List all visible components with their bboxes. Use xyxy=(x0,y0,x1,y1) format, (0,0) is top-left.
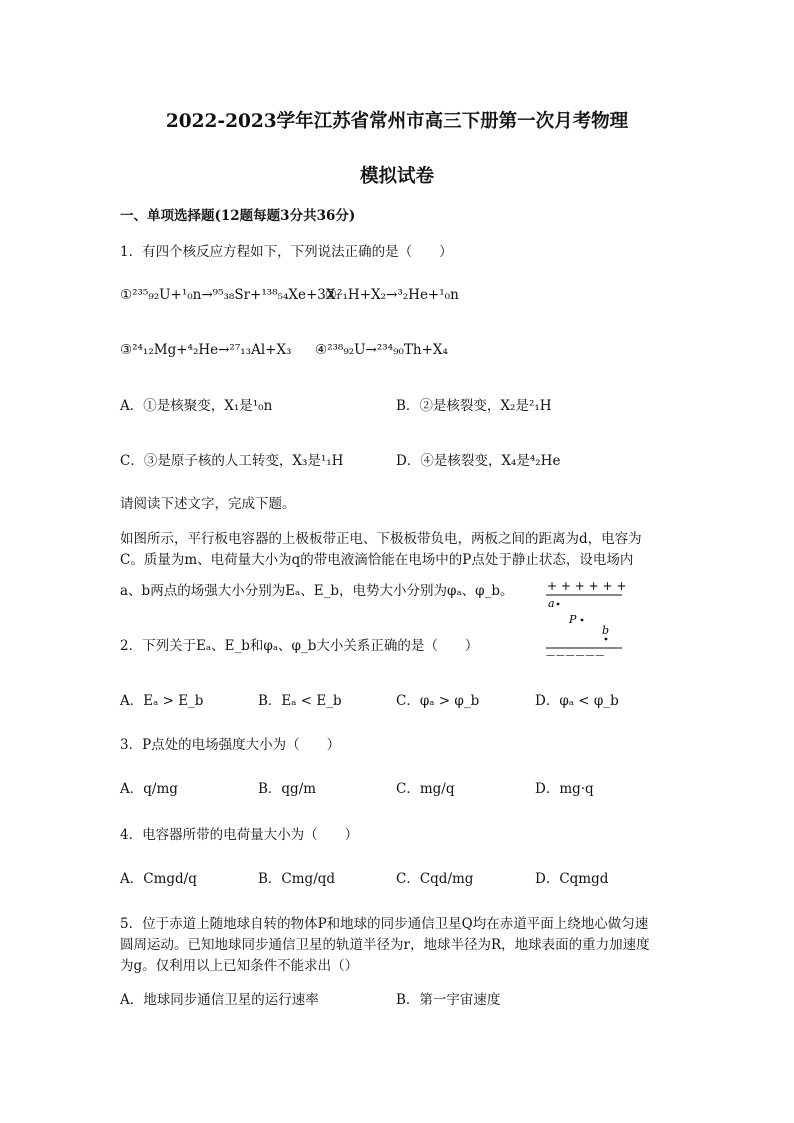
q3-option-d: D．mg·q xyxy=(535,781,594,797)
q2-option-d: D．φₐ < φ_b xyxy=(535,693,619,709)
q1-eq4: ④²³⁸₉₂U→²³⁴₉₀Th+X₄ xyxy=(315,342,448,358)
point-p-dot xyxy=(581,619,584,622)
q1-eq1: ①²³⁵₉₂U+¹₀n→⁹⁵₃₈Sr+¹³⁸₅₄Xe+3X₁ xyxy=(120,287,341,303)
capacitor-diagram xyxy=(540,576,630,660)
q2-stem: 2．下列关于Eₐ、E_b和φₐ、φ_b大小关系正确的是（ ） xyxy=(120,638,479,654)
q4-option-b: B．Cmg/qd xyxy=(258,871,336,887)
q5-line-3: 为g。仅利用以上已知条件不能求出（） xyxy=(120,958,359,974)
q5-line-1: 5．位于赤道上随地球自转的物体P和地球的同步通信卫星Q均在赤道平面上绕地心做匀速 xyxy=(120,916,649,932)
q1-option-d: D．④是核裂变，X₄是⁴₂He xyxy=(396,453,561,469)
passage-line-1: 如图所示，平行板电容器的上极板带正电、下极板带负电，两板之间的距离为d，电容为 xyxy=(120,531,642,547)
q5-line-2: 圆周运动。已知地球同步通信卫星的轨道半径为r，地球半径为R，地球表面的重力加速度 xyxy=(120,937,650,953)
q2-option-c: C．φₐ > φ_b xyxy=(396,693,480,709)
q4-option-a: A．Cmgd/q xyxy=(120,871,197,887)
page-title: 2022-2023学年江苏省常州市高三下册第一次月考物理 xyxy=(165,111,629,132)
point-b-label: b xyxy=(602,624,610,637)
q4-option-c: C．Cqd/mg xyxy=(396,871,474,887)
q3-option-c: C．mg/q xyxy=(396,781,455,797)
q5-option-b: B．第一宇宙速度 xyxy=(396,992,501,1008)
q3-option-b: B．qg/m xyxy=(258,781,317,797)
q2-option-b: B．Eₐ < E_b xyxy=(258,693,342,709)
page-subtitle: 模拟试卷 xyxy=(359,166,434,187)
q3-option-a: A．q/mg xyxy=(120,781,178,797)
point-a-label: a xyxy=(548,597,555,610)
section-header: 一、单项选择题(12题每题3分共36分) xyxy=(120,208,356,224)
point-p-label: P xyxy=(569,613,577,626)
q1-option-c: C．③是原子核的人工转变，X₃是¹₁H xyxy=(120,453,344,469)
point-b-dot xyxy=(605,638,608,641)
q1-eq3: ③²⁴₁₂Mg+⁴₂He→²⁷₁₃Al+X₃ xyxy=(120,342,292,358)
minus-charges: — — — — — — xyxy=(546,651,604,660)
q1-eq2: ②²₁H+X₂→³₂He+¹₀n xyxy=(325,287,459,303)
passage-line-2: C。质量为m、电荷量大小为q的带电液滴恰能在电场中的P点处于静止状态，设电场内 xyxy=(120,552,634,568)
q1-option-b: B．②是核裂变，X₂是²₁H xyxy=(396,398,552,414)
plus-charges: + + + + + + xyxy=(547,579,627,593)
q4-option-d: D．Cqmgd xyxy=(535,871,609,887)
passage-line-3: a、b两点的场强大小分别为Eₐ、E_b，电势大小分别为φₐ、φ_b。 xyxy=(120,583,514,599)
q1-stem: 1．有四个核反应方程如下，下列说法正确的是（ ） xyxy=(120,244,453,260)
reading-intro: 请阅读下述文字，完成下题。 xyxy=(120,496,296,512)
q3-stem: 3．P点处的电场强度大小为（ ） xyxy=(120,737,341,753)
q1-option-a: A．①是核聚变，X₁是¹₀n xyxy=(120,398,273,414)
q4-stem: 4．电容器所带的电荷量大小为（ ） xyxy=(120,827,359,843)
q5-option-a: A．地球同步通信卫星的运行速率 xyxy=(120,992,319,1008)
point-a-dot xyxy=(557,603,560,606)
q2-option-a: A．Eₐ > E_b xyxy=(120,693,204,709)
